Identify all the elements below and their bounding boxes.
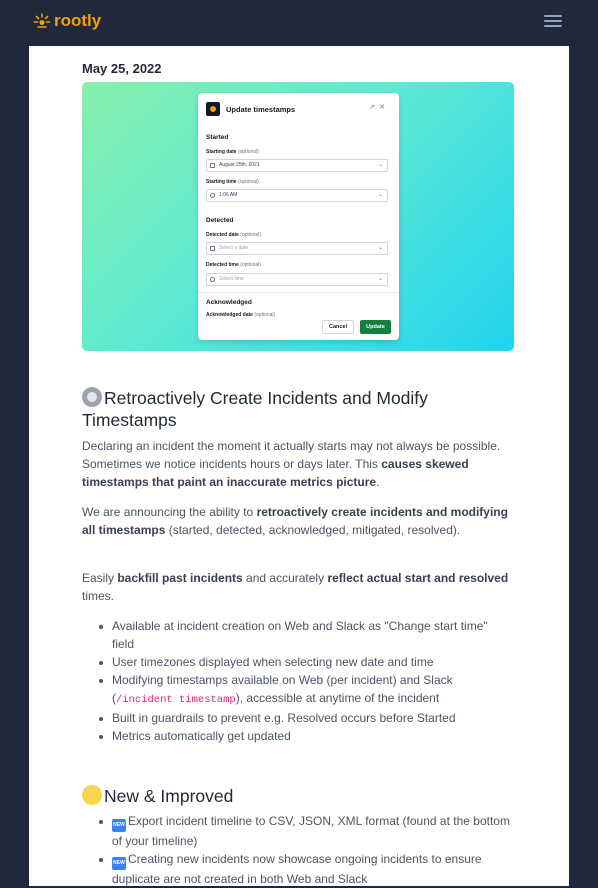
- detected-date-field: Select a date ⌄: [206, 242, 388, 255]
- new-badge-icon: NEW: [112, 857, 126, 870]
- calendar-icon: [210, 246, 215, 251]
- chevron-down-icon: ⌄: [377, 276, 383, 282]
- list-item: Built in guardrails to prevent e.g. Resolved occurs before Started: [82, 709, 512, 727]
- list-item: NEW Export incident timeline to CSV, JSON, XML format (found at the bottom of your timeline): [82, 812, 512, 850]
- section-acknowledged-title: Acknowledged: [206, 299, 252, 306]
- changelog-card: [29, 46, 569, 886]
- list-item: Metrics automatically get updated: [82, 727, 512, 745]
- cancel-button: Cancel: [322, 320, 354, 334]
- face-emoji-icon: [82, 785, 102, 805]
- chevron-down-icon: ⌄: [377, 192, 383, 198]
- field-label: Detected date (optional): [206, 232, 262, 238]
- section-heading: Retroactively Create Incidents and Modify Timestamps: [82, 388, 428, 430]
- hamburger-menu-icon[interactable]: [544, 13, 562, 29]
- inline-code: /incident timestamp: [116, 694, 236, 706]
- calendar-icon: [210, 163, 215, 168]
- list-item: User timezones displayed when selecting new date and time: [82, 653, 512, 671]
- modal-header: [206, 101, 391, 117]
- paragraph: Easily backfill past incidents and accurately reflect actual start and resolved times.: [82, 571, 509, 603]
- starting-time-field: 1:06 AM ⌄: [206, 189, 388, 202]
- hero-image: [82, 82, 514, 351]
- modal-logo-icon: [206, 102, 220, 116]
- section-heading: New & Improved: [82, 785, 233, 807]
- chevron-down-icon: ⌄: [377, 245, 383, 251]
- feature-list: [82, 617, 512, 745]
- post-date: May 25, 2022: [82, 61, 162, 76]
- external-link-icon: ↗: [369, 104, 380, 111]
- new-improved-list: [82, 812, 512, 888]
- top-nav: [0, 0, 598, 46]
- field-label: Starting date (optional): [206, 149, 259, 155]
- update-button: Update: [360, 320, 391, 334]
- clock-icon: [210, 277, 215, 282]
- paragraph: Declaring an incident the moment it actually starts may not always be possible. Sometimes we notice incidents hours or days later. This causes skewed timestamps that paint an inaccurate metrics picture.: [82, 439, 501, 489]
- field-label: Detected time (optional): [206, 262, 262, 268]
- field-label: Starting time (optional): [206, 179, 259, 185]
- chevron-down-icon: ⌄: [377, 162, 383, 168]
- modal-divider: [198, 292, 399, 293]
- field-label: Acknowledged date (optional): [206, 312, 276, 318]
- list-item: NEW Creating new incidents now showcase ongoing incidents to ensure duplicate are not created in both Web and Slack: [82, 850, 512, 888]
- new-badge-icon: NEW: [112, 819, 126, 832]
- paragraph: We are announcing the ability to retroactively create incidents and modifying all timestamps (started, detected, acknowledged, mitigated, resolved).: [82, 505, 508, 537]
- gear-emoji-icon: [82, 387, 102, 407]
- modal-title: Update timestamps: [226, 104, 296, 114]
- clock-icon: [210, 193, 215, 198]
- modal-header-icons: [369, 103, 389, 111]
- starting-date-field: August 25th, 2021 ⌄: [206, 159, 388, 172]
- list-item: Available at incident creation on Web and Slack as "Change start time" field: [82, 617, 512, 653]
- update-timestamps-modal: [198, 93, 399, 340]
- section-started-title: Started: [206, 134, 229, 141]
- close-icon: ✕: [379, 104, 389, 111]
- section-detected-title: Detected: [206, 217, 234, 224]
- brand-logo[interactable]: [33, 11, 101, 31]
- brand-name: rootly: [54, 11, 102, 30]
- rootly-logo-icon: [33, 12, 51, 30]
- list-item: Modifying timestamps available on Web (per incident) and Slack (/incident timestamp), accessible at anytime of the incident: [82, 671, 512, 709]
- detected-time-field: Select time ⌄: [206, 273, 388, 286]
